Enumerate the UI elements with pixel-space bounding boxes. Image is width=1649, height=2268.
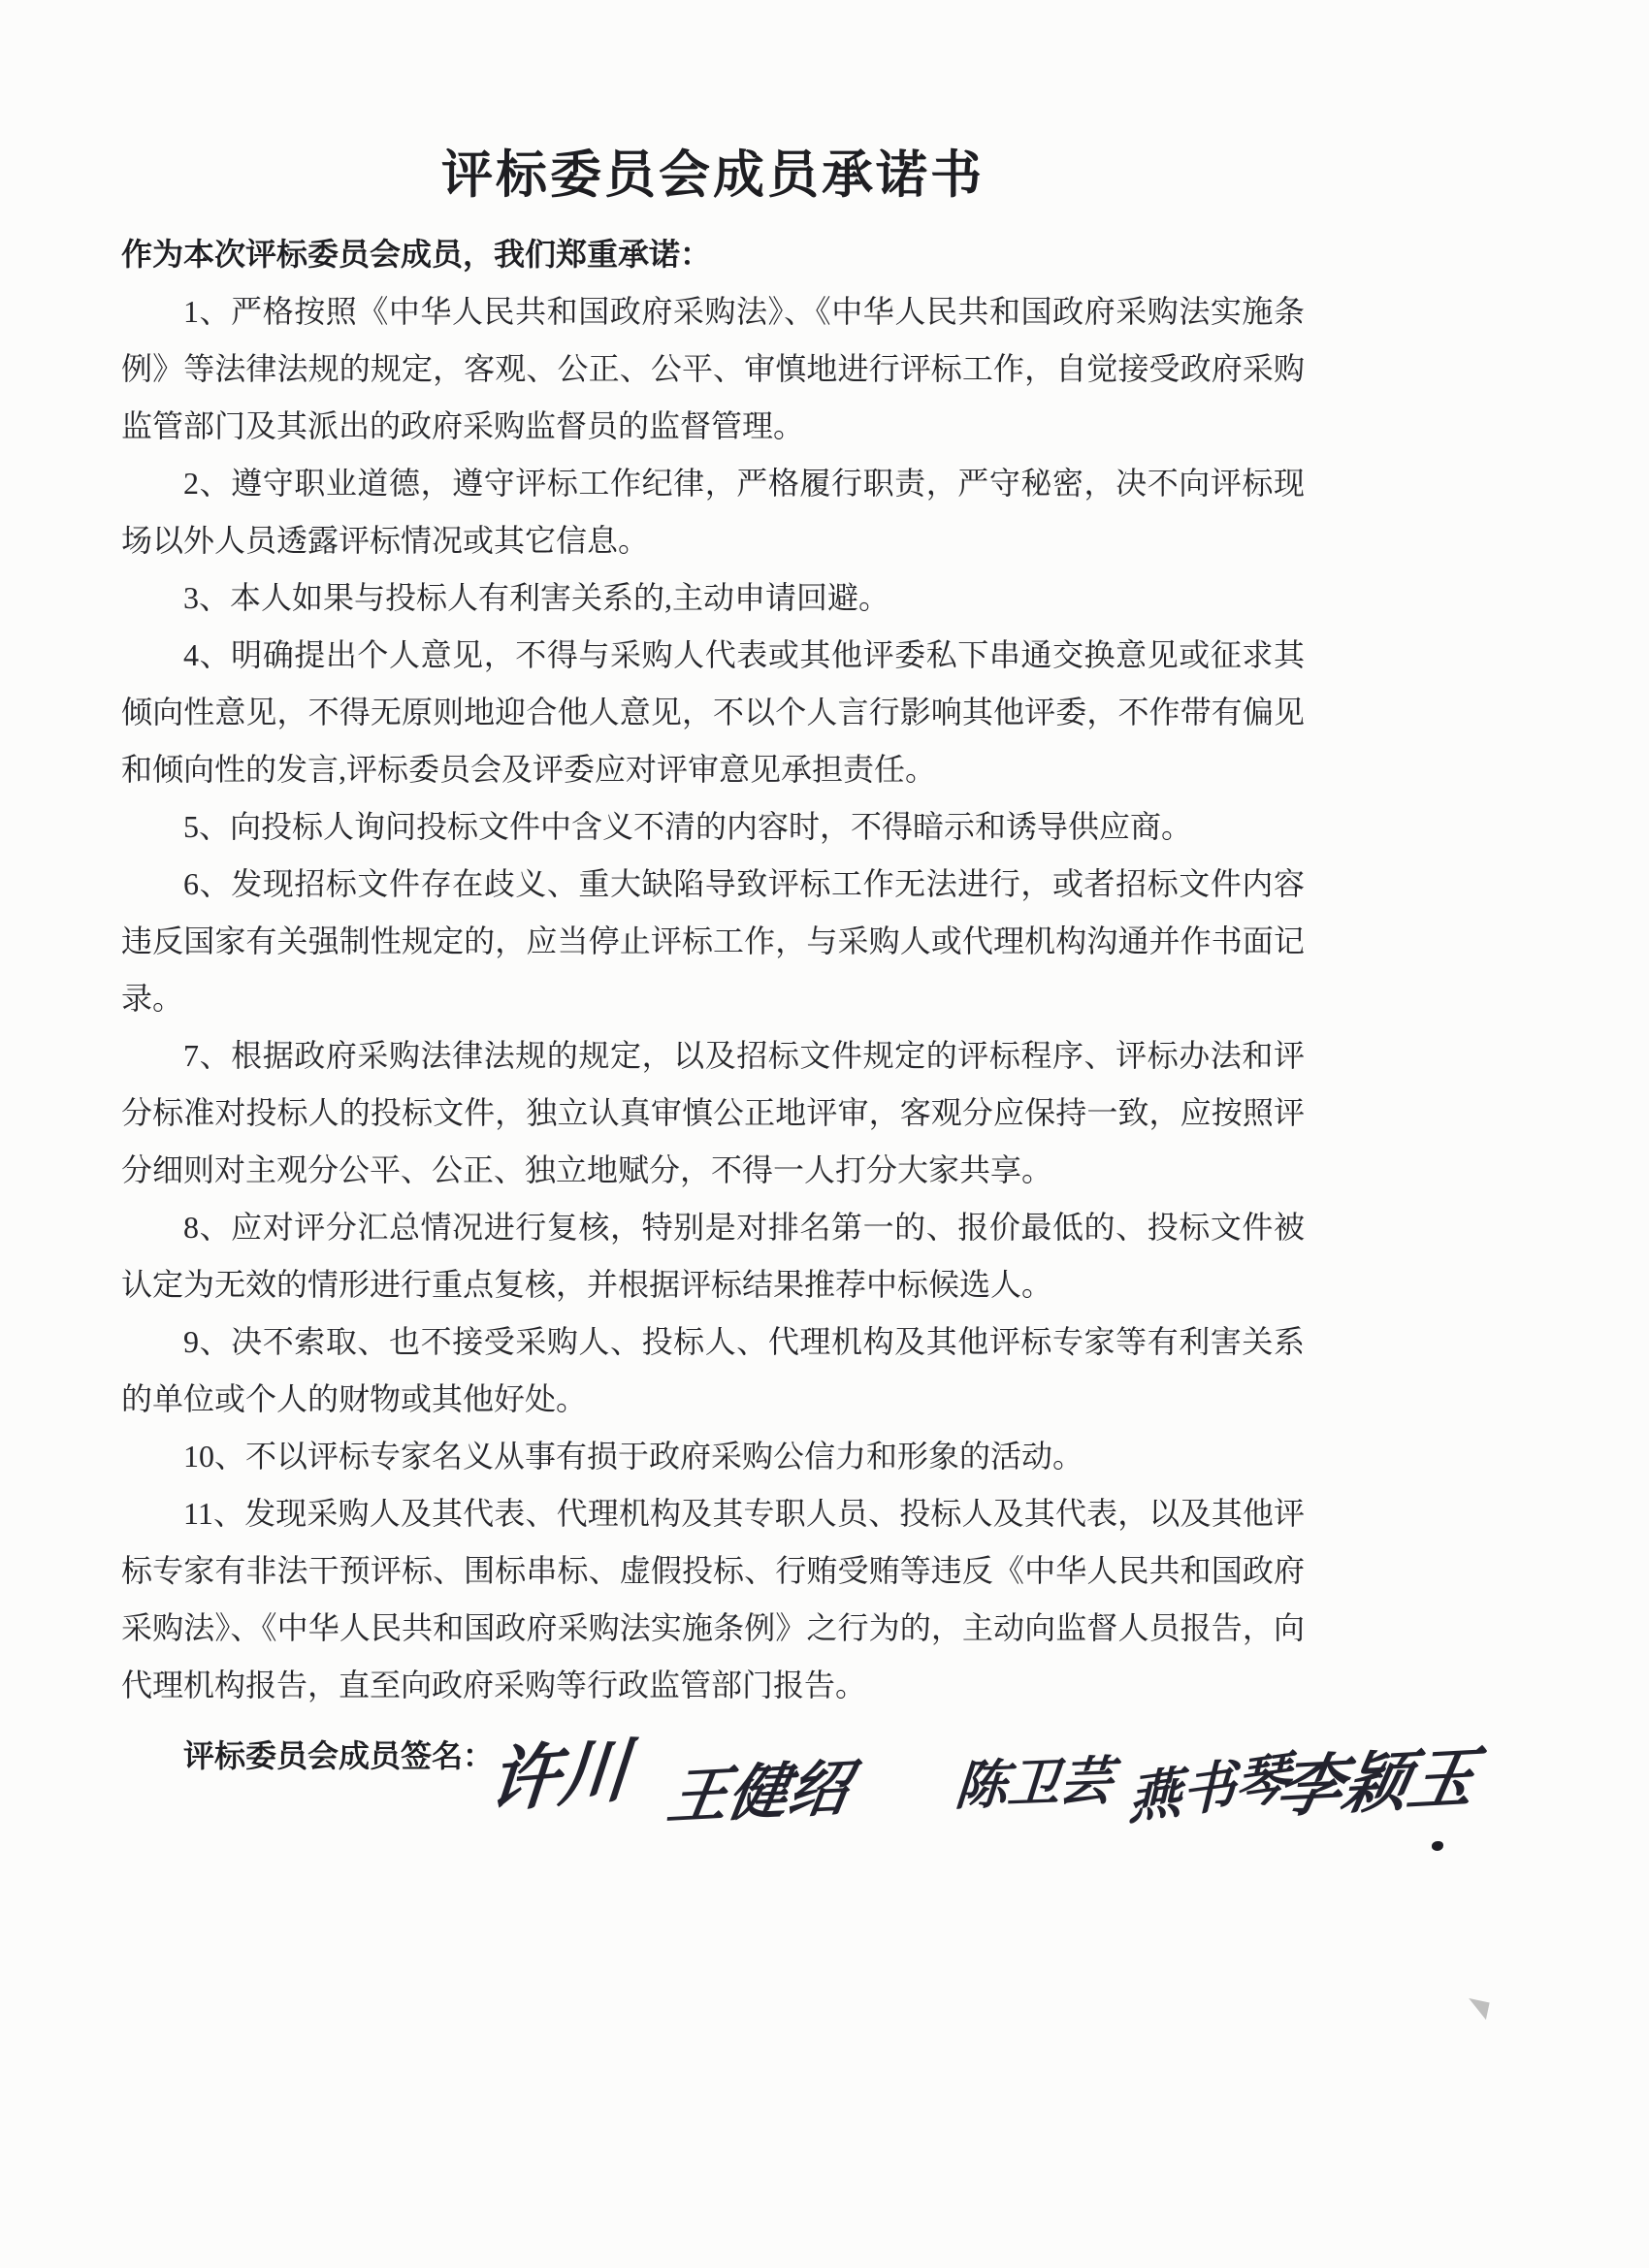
- handwritten-signature-3: 陈卫芸: [953, 1750, 1115, 1817]
- commitment-item-8: 8、应对评分汇总情况进行复核，特别是对排名第一的、报价最低的、投标文件被认定为无效的情形进行重点复核，并根据评标结果推荐中标候选人。: [121, 1210, 1305, 1302]
- commitment-item-5: 5、向投标人询问投标文件中含义不清的内容时，不得暗示和诱导供应商。: [183, 809, 1193, 844]
- document-title: 评标委员会成员承诺书: [441, 146, 985, 204]
- handwritten-signature-4: 燕书琴: [1127, 1746, 1290, 1833]
- commitment-item-10: 10、不以评标专家名义从事有损于政府采购公信力和形象的活动。: [183, 1439, 1084, 1474]
- commitment-item-11: 11、发现采购人及其代表、代理机构及其专职人员、投标人及其代表，以及其他评标专家有非法干预评标、围标串标、虚假投标、行贿受贿等违反《中华人民共和国政府采购法》、《中华人民共和国政府采购法实施条例》之行为的，主动向监督人员报告，向代理机构报告，直至向政府采购等行政监管部门报告。: [121, 1496, 1305, 1702]
- commitment-item-6: 6、发现招标文件存在歧义、重大缺陷导致评标工作无法进行，或者招标文件内容违反国家有关强制性规定的，应当停止评标工作，与采购人或代理机构沟通并作书面记录。: [121, 866, 1305, 1016]
- commitment-item-1: 1、严格按照《中华人民共和国政府采购法》、《中华人民共和国政府采购法实施条例》等法律法规的规定，客观、公正、公平、审慎地进行评标工作，自觉接受政府采购监管部门及其派出的政府采购监督员的监督管理。: [121, 294, 1305, 443]
- commitment-item-3: 3、本人如果与投标人有利害关系的,主动申请回避。: [183, 580, 890, 615]
- handwritten-signature-5: 李颖玉: [1270, 1739, 1483, 1828]
- signature-ink-dot: [1432, 1841, 1443, 1851]
- handwritten-signature-2: 王健绍: [663, 1751, 855, 1833]
- commitment-item-9: 9、决不索取、也不接受采购人、投标人、代理机构及其他评标专家等有利害关系的单位或个人的财物或其他好处。: [121, 1324, 1305, 1416]
- signature-label: 评标委员会成员签名：: [183, 1738, 495, 1773]
- commitment-item-2: 2、遵守职业道德，遵守评标工作纪律，严格履行职责，严守秘密，决不向评标现场以外人员透露评标情况或其它信息。: [121, 466, 1305, 558]
- commitment-item-7: 7、根据政府采购法律法规的规定，以及招标文件规定的评标程序、评标办法和评分标准对投标人的投标文件，独立认真审慎公正地评审，客观分应保持一致，应按照评分细则对主观分公平、公正、独立地赋分，不得一人打分大家共享。: [121, 1038, 1305, 1187]
- handwritten-signature-1: 许川: [486, 1728, 632, 1823]
- scan-artifact-smudge: [1465, 1998, 1489, 2020]
- document-body: [121, 226, 1305, 1785]
- intro-line: 作为本次评标委员会成员，我们郑重承诺：: [121, 237, 712, 272]
- commitment-item-4: 4、明确提出个人意见，不得与采购人代表或其他评委私下串通交换意见或征求其倾向性意见，不得无原则地迎合他人意见，不以个人言行影响其他评委，不作带有偏见和倾向性的发言,评标委员会及评委应对评审意见承担责任。: [121, 637, 1305, 787]
